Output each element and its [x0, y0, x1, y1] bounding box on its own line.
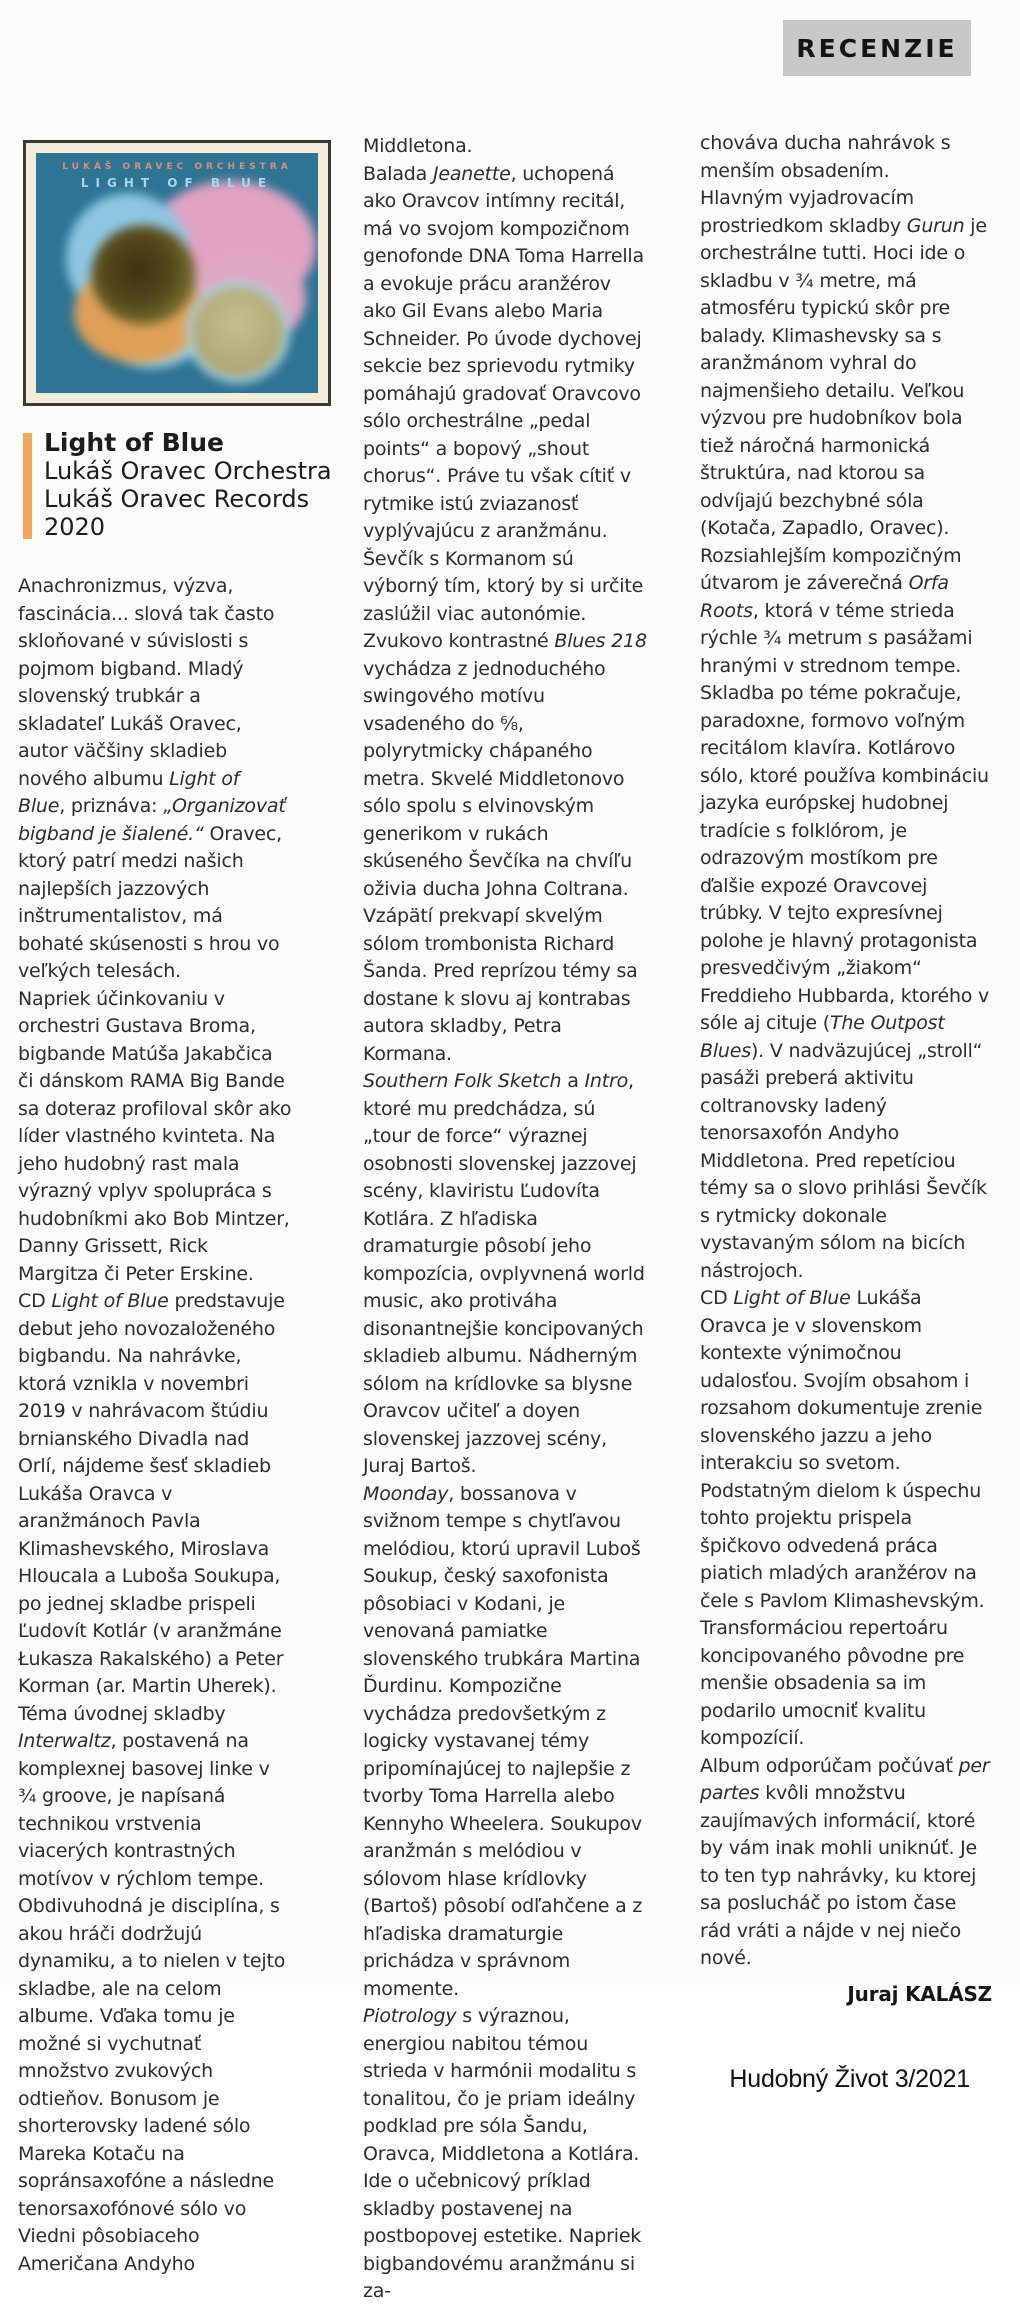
text-run: Middletona. [363, 135, 473, 157]
text-run: a [561, 1070, 585, 1092]
italic-text-run: Intro [584, 1070, 629, 1092]
cover-blob-dark-center [91, 225, 196, 325]
paragraph [363, 1481, 647, 2004]
article-column-3-text [700, 130, 992, 1973]
text-run: Zvukovo kontrastné [363, 630, 555, 652]
italic-text-run: Piotrology [363, 2005, 457, 2027]
italic-text-run: Moonday [363, 1482, 449, 1505]
text-run: Oravec, ktorý patrí medzi našich najlepších jazzových inštrumentalistov, má bohaté skúsenosti s hrou vo veľkých telesách. [18, 822, 282, 982]
text-run: Hlavným vyjadrovacím prostriedkom skladby [700, 187, 914, 237]
italic-text-run: Light of Blue [18, 767, 240, 817]
album-cover-artwork [36, 153, 318, 393]
text-run: Lukáša Oravca je v slovenskom kontexte výnimočnou udalosťou. Svojím obsahom i rozsahom dokumentuje zrenie slovenského jazzu a jeho interakciu so svetom. Podstatným dielom k úspechu tohto projektu prispela špičkovo odvedená práca piatich mladých aranžérov na čele s Pavlom Klimashevským. Transformáciou repertoáru koncipovaného pôvodne pre menšie obsadenia sa im podarilo umocniť kvalitu kompozícií. [700, 1287, 985, 1749]
italic-text-run: Southern Folk Sketch [363, 1070, 562, 1092]
paragraph [363, 133, 647, 161]
album-artist: Lukáš Oravec Orchestra [44, 457, 332, 485]
text-run: CD [18, 1290, 52, 1312]
italic-text-run: Light of Blue [51, 1290, 169, 1312]
paragraph [700, 185, 992, 543]
italic-text-run: Blues 218 [554, 630, 647, 652]
paragraph [18, 986, 292, 1289]
text-run: s výraznou, energiou nabitou témou strieda v harmónii modalitu s tonalitou, čo je priam ideálny podklad pre sóla Šandu, Oravca, Middletona a Kotlára. Ide o učebnicový príklad skladby postavenej na postbopovej estetike. Napriek bigbandovému aranžmánu si za- [363, 2005, 642, 2302]
album-cover [23, 140, 331, 406]
text-run: , ktoré mu predchádza, sú „tour de force“ výraznej osobnosti slovenskej jazzovej scény, klaviristu Ľudovíta Kotlára. Z hľadiska dramaturgie pôsobí jeho kompozícia, ovplyvnená world music, ako protiváha disonantnejšie koncipovaných skladieb albumu. Nádherným sólom na krídlovke sa blysne Oravcov učiteľ a doyen slovenskej jazzovej scény, Juraj Bartoš. [363, 1070, 645, 1477]
paragraph [363, 628, 647, 1068]
text-run: Napriek účinkovaniu v orchestri Gustava Broma, bigbande Matúša Jakabčica či dánskom RAMA Big Bande sa doteraz profiloval skôr ako líder vlastného kvinteta. Na jeho hudobný rast mala výrazný vplyv spolupráca s hudobníkmi ako Bob Mintzer, Danny Grissett, Rick Margitza či Peter Erskine. [18, 987, 292, 1285]
paragraph [700, 130, 992, 185]
paragraph [363, 161, 647, 629]
cover-title-text: LIGHT OF BLUE [80, 176, 274, 190]
paragraph [700, 1753, 992, 1973]
italic-text-run: Interwaltz [18, 1730, 111, 1752]
accent-bar [23, 433, 32, 539]
cover-circle-tan [186, 281, 290, 383]
paragraph [363, 1068, 647, 1481]
italic-text-run: Gurun [906, 214, 965, 237]
paragraph [700, 1285, 992, 1753]
text-run: kvôli množstvu zaujímavých informácií, ktoré by vám inak mohli uniknúť. Je to ten typ nahrávky, ku ktorej sa poslucháč po istom čase rád vráti a nájde v nej niečo nové. [700, 1782, 978, 1969]
paragraph [700, 543, 992, 1286]
text-run: , ktorá v téme strieda rýchle ¾ metrum s pasážami hranými v strednom tempe. Skladba po téme pokračuje, paradoxne, formovo voľným recitálom klavíra. Kotlárovo sólo, ktoré používa kombináciu jazyka európskej hudobnej tradície s folklórom, je odrazovým mostíkom pre ďalšie expozé Oravcovej trúbky. V tejto expresívnej polohe je hlavný protagonista presvedčivým „žiakom“ Freddieho Hubbarda, ktorého v sóle aj cituje ( [700, 599, 990, 1034]
text-run: Rozsiahlejším kompozičným útvarom je záverečná [700, 544, 962, 594]
album-title: Light of Blue [44, 428, 224, 457]
italic-text-run: The Outpost Blues [700, 1012, 945, 1062]
paragraph [363, 2003, 647, 2306]
italic-text-run: „Organizovať bigband je šialené.“ [18, 795, 286, 845]
text-run: Balada [363, 162, 433, 185]
text-run: CD [700, 1287, 734, 1309]
source-attribution: Hudobný Život 3/2021 [729, 2065, 970, 2093]
album-info-block [23, 429, 332, 541]
text-run: , priznáva: [59, 795, 164, 817]
text-run: je orchestrálne tutti. Hoci ide o skladbu v ¾ metre, má atmosféru typickú skôr pre balady. Klimashevsky sa s aranžmánom vyhral do najmenšieho detailu. Veľkou výzvou pre hudobníkov bola tiež náročná harmonická štruktúra, nad ktorou sa odvíjajú bezchybné sóla (Kotača, Zapadlo, Oravec). [700, 214, 987, 539]
album-label: Lukáš Oravec Records [44, 485, 310, 513]
album-year: 2020 [44, 513, 106, 541]
article-column-3 [700, 130, 992, 2094]
italic-text-run: Light of Blue [733, 1287, 851, 1309]
text-run: predstavuje debut jeho novozaloženého bigbandu. Na nahrávke, ktorá vznikla v novembri 2019 v nahrávacom štúdiu brnianského Divadla nad Orlí, nájdeme šesť skladieb Lukáša Oravca v aranžmánoch Pavla Klimashevského, Miroslava Hloucala a Luboša Soukupa, po jednej skladbe prispeli Ľudovít Kotlár (v aranžmáne Łukasza Rakalského) a Peter Korman (ar. Martin Uherek). [18, 1290, 285, 1697]
text-run: chováva ducha nahrávok s menším obsadením. [700, 132, 951, 182]
italic-text-run: per partes [700, 1754, 990, 1804]
article-column-2 [363, 133, 647, 2306]
text-run: , bossanova v svižnom tempe s chytľavou melódiou, ktorú upravil Luboš Soukup, český saxofonista pôsobiaci v Kodani, je venovaná pamiatke slovenského trubkára Martina Ďurdinu. Kompozične vychádza predovšetkým z logicky vystavanej témy pripomínajúcej to najlepšie z tvorby Toma Harrella alebo Kennyho Wheelera. Soukupov aranžmán s melódiou v sólovom hlase krídlovky (Bartoš) pôsobí odľahčene a z hľadiska dramaturgie prichádza v správnom momente. [363, 1482, 643, 2000]
italic-text-run: Jeanette [432, 162, 511, 185]
paragraph [18, 1288, 292, 1701]
section-label-recenzie: RECENZIE [783, 20, 971, 76]
paragraph [18, 573, 292, 986]
cover-artist-text: LUKÁŠ ORAVEC ORCHESTRA [62, 162, 292, 172]
article-column-1 [18, 573, 292, 2278]
author-byline: Juraj KALÁSZ [847, 1981, 992, 2006]
text-run: vychádza z jednoduchého swingového motívu vsadeného do ⁶⁄₈, polyrytmicky chápaného metra. Skvelé Middletonovo sólo spolu s elvinovským generikom v rukách skúseného Ševčíka na chvíľu oživia ducha Johna Coltrana. Vzápätí prekvapí skvelým sólom trombonista Richard Šanda. Pred reprízou témy sa dostane k slovu aj kontrabas autora skladby, Petra Kormana. [363, 657, 638, 1065]
text-run: Anachronizmus, výzva, fascinácia... slová tak často skloňované v súvislosti s pojmom bigband. Mladý slovenský trubkár a skladateľ Lukáš Oravec, autor väčšiny skladieb nového albumu [18, 575, 275, 790]
italic-text-run: Orfa Roots [700, 572, 949, 622]
text-run: Album odporúčam počúvať [700, 1754, 959, 1777]
text-run: ). V nadväzujúcej „stroll“ pasáži preberá aktivitu coltranovsky ladený tenorsaxofón Andyho Middletona. Pred repetíciou témy sa o slovo prihlási Ševčík s rytmicky dokonale vystavaným sólom na bicích nástrojoch. [700, 1039, 987, 1282]
text-run: , postavená na komplexnej basovej linke v ¾ groove, je napísaná technikou vrstvenia viacerých kontrastných motívov v rýchlom tempe. Obdivuhodná je disciplína, s akou hráči dodržujú dynamiku, a to nielen v tejto skladbe, ale na celom albume. Vďaka tomu je možné si vychutnať množstvo zvukových odtieňov. Bonusom je shorterovsky ladené sólo Mareka Kotaču na sopránsaxofóne a následne tenorsaxofónové sólo vo Viedni pôsobiaceho Američana Andyho [18, 1730, 286, 2275]
text-run: , uchopená ako Oravcov intímny recitál, má vo svojom kompozičnom genofonde DNA Toma Harrella a evokuje prácu aranžérov ako Gil Evans alebo Maria Schneider. Po úvode dychovej sekcie bez sprievodu rytmiky pomáhajú gradovať Oravcovo sólo orchestrálne „pedal points“ a bopový „shout chorus“. Práve tu však cítiť v rytmike istú zviazanosť vyplývajúcu z aranžmánu. Ševčík s Kormanom sú výborný tím, ktorý by si určite zaslúžil viac autonómie. [363, 162, 644, 625]
paragraph [18, 1701, 292, 2279]
text-run: Téma úvodnej skladby [18, 1702, 226, 1725]
